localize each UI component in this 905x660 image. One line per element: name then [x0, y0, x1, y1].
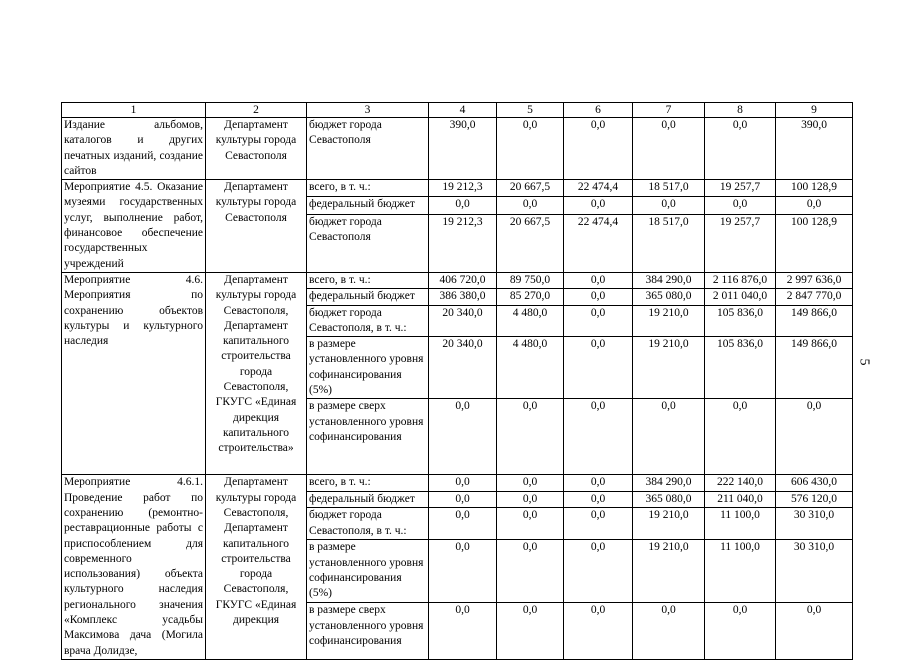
- value-cell: 0,0: [633, 399, 705, 475]
- funding-source: в размере установленного уровня софинансирования (5%): [307, 337, 429, 399]
- value-cell: 19 210,0: [633, 540, 705, 603]
- value-cell: 0,0: [564, 540, 633, 603]
- value-cell: 365 080,0: [633, 289, 705, 305]
- value-cell: 211 040,0: [705, 491, 776, 507]
- value-cell: 0,0: [429, 603, 497, 660]
- value-cell: 0,0: [633, 118, 705, 180]
- value-cell: 0,0: [705, 118, 776, 180]
- value-cell: 0,0: [497, 603, 564, 660]
- executor: Департамент культуры города Севастополя: [206, 118, 307, 180]
- value-cell: 0,0: [564, 118, 633, 180]
- value-cell: 19 210,0: [633, 508, 705, 540]
- value-cell: 0,0: [429, 508, 497, 540]
- value-cell: 20 340,0: [429, 305, 497, 337]
- value-cell: 2 997 636,0: [776, 272, 853, 288]
- value-cell: 2 116 876,0: [705, 272, 776, 288]
- col-header: 8: [705, 103, 776, 118]
- col-header: 9: [776, 103, 853, 118]
- value-cell: 11 100,0: [705, 508, 776, 540]
- value-cell: 386 380,0: [429, 289, 497, 305]
- value-cell: 20 667,5: [497, 214, 564, 272]
- funding-source: в размере сверх установленного уровня софинансирования: [307, 399, 429, 475]
- value-cell: 19 257,7: [705, 180, 776, 197]
- col-header: 3: [307, 103, 429, 118]
- value-cell: 406 720,0: [429, 272, 497, 288]
- value-cell: 0,0: [564, 272, 633, 288]
- executor: Департамент культуры города Севастополя, Департамент капитального строительства города Севастополя, ГКУГС «Единая дирекция: [206, 475, 307, 660]
- value-cell: 0,0: [564, 508, 633, 540]
- table-row: [62, 475, 853, 491]
- value-cell: 2 847 770,0: [776, 289, 853, 305]
- value-cell: 0,0: [633, 603, 705, 660]
- funding-source: федеральный бюджет: [307, 289, 429, 305]
- value-cell: 30 310,0: [776, 540, 853, 603]
- value-cell: 0,0: [564, 197, 633, 214]
- col-header: 5: [497, 103, 564, 118]
- value-cell: 0,0: [705, 603, 776, 660]
- funding-source: федеральный бюджет: [307, 197, 429, 214]
- value-cell: 30 310,0: [776, 508, 853, 540]
- value-cell: 0,0: [429, 491, 497, 507]
- value-cell: 222 140,0: [705, 475, 776, 491]
- value-cell: 0,0: [564, 475, 633, 491]
- funding-source: всего, в т. ч.:: [307, 272, 429, 288]
- value-cell: 18 517,0: [633, 180, 705, 197]
- value-cell: 19 257,7: [705, 214, 776, 272]
- funding-source: бюджет города Севастополя: [307, 214, 429, 272]
- header-row: [62, 103, 853, 118]
- funding-source: федеральный бюджет: [307, 491, 429, 507]
- value-cell: 100 128,9: [776, 214, 853, 272]
- value-cell: 19 210,0: [633, 305, 705, 337]
- value-cell: 4 480,0: [497, 337, 564, 399]
- value-cell: 105 836,0: [705, 337, 776, 399]
- value-cell: 606 430,0: [776, 475, 853, 491]
- value-cell: 0,0: [497, 197, 564, 214]
- value-cell: 20 340,0: [429, 337, 497, 399]
- value-cell: 19 210,0: [633, 337, 705, 399]
- value-cell: 384 290,0: [633, 272, 705, 288]
- funding-source: в размере установленного уровня софинансирования (5%): [307, 540, 429, 603]
- value-cell: 0,0: [776, 603, 853, 660]
- value-cell: 0,0: [564, 337, 633, 399]
- value-cell: 0,0: [564, 491, 633, 507]
- value-cell: 85 270,0: [497, 289, 564, 305]
- value-cell: 0,0: [776, 399, 853, 475]
- funding-source: бюджет города Севастополя, в т. ч.:: [307, 508, 429, 540]
- value-cell: 0,0: [564, 289, 633, 305]
- activity-name: Мероприятие 4.6. Мероприятия по сохранению объектов культуры и культурного наследия: [62, 272, 206, 474]
- value-cell: 149 866,0: [776, 337, 853, 399]
- value-cell: 0,0: [776, 197, 853, 214]
- value-cell: 2 011 040,0: [705, 289, 776, 305]
- value-cell: 18 517,0: [633, 214, 705, 272]
- col-header: 1: [62, 103, 206, 118]
- executor: Департамент культуры города Севастополя, Департамент капитального строительства города Севастополя, ГКУГС «Единая дирекция капитального строительства»: [206, 272, 307, 474]
- activity-name: Мероприятие 4.6.1. Проведение работ по сохранению (ремонтно-реставрационные работы с приспособлением для современного использования) объекта культурного наследия регионального значения «Комплекс усадьбы Максимова дача (Могила врача Долидзе,: [62, 475, 206, 660]
- value-cell: 0,0: [564, 399, 633, 475]
- value-cell: 19 212,3: [429, 214, 497, 272]
- funding-source: в размере сверх установленного уровня софинансирования: [307, 603, 429, 660]
- value-cell: 0,0: [497, 508, 564, 540]
- value-cell: 4 480,0: [497, 305, 564, 337]
- value-cell: 105 836,0: [705, 305, 776, 337]
- value-cell: 100 128,9: [776, 180, 853, 197]
- value-cell: 0,0: [429, 197, 497, 214]
- value-cell: 0,0: [564, 305, 633, 337]
- value-cell: 390,0: [429, 118, 497, 180]
- value-cell: 0,0: [429, 399, 497, 475]
- funding-source: бюджет города Севастополя, в т. ч.:: [307, 305, 429, 337]
- executor: Департамент культуры города Севастополя: [206, 180, 307, 273]
- value-cell: 149 866,0: [776, 305, 853, 337]
- page-number: 5: [856, 358, 872, 366]
- value-cell: 20 667,5: [497, 180, 564, 197]
- activity-name: Издание альбомов, каталогов и других печатных изданий, создание сайтов: [62, 118, 206, 180]
- value-cell: 0,0: [633, 197, 705, 214]
- value-cell: 365 080,0: [633, 491, 705, 507]
- activity-name: Мероприятие 4.5. Оказание музеями государственных услуг, выполнение работ, финансовое обеспечение государственных учреждений: [62, 180, 206, 273]
- value-cell: 89 750,0: [497, 272, 564, 288]
- value-cell: 22 474,4: [564, 180, 633, 197]
- col-header: 4: [429, 103, 497, 118]
- value-cell: 0,0: [497, 491, 564, 507]
- value-cell: 0,0: [705, 197, 776, 214]
- value-cell: 0,0: [429, 475, 497, 491]
- value-cell: 0,0: [564, 603, 633, 660]
- value-cell: 0,0: [497, 475, 564, 491]
- col-header: 7: [633, 103, 705, 118]
- value-cell: 19 212,3: [429, 180, 497, 197]
- funding-source: бюджет города Севастополя: [307, 118, 429, 180]
- value-cell: 22 474,4: [564, 214, 633, 272]
- value-cell: 0,0: [429, 540, 497, 603]
- value-cell: 0,0: [497, 540, 564, 603]
- table-row: [62, 118, 853, 180]
- value-cell: 0,0: [497, 118, 564, 180]
- budget-table: [61, 102, 853, 660]
- value-cell: 0,0: [705, 399, 776, 475]
- table-row: [62, 180, 853, 197]
- col-header: 6: [564, 103, 633, 118]
- funding-source: всего, в т. ч.:: [307, 180, 429, 197]
- funding-source: всего, в т. ч.:: [307, 475, 429, 491]
- value-cell: 576 120,0: [776, 491, 853, 507]
- value-cell: 11 100,0: [705, 540, 776, 603]
- value-cell: 0,0: [497, 399, 564, 475]
- value-cell: 384 290,0: [633, 475, 705, 491]
- value-cell: 390,0: [776, 118, 853, 180]
- col-header: 2: [206, 103, 307, 118]
- table-row: [62, 272, 853, 288]
